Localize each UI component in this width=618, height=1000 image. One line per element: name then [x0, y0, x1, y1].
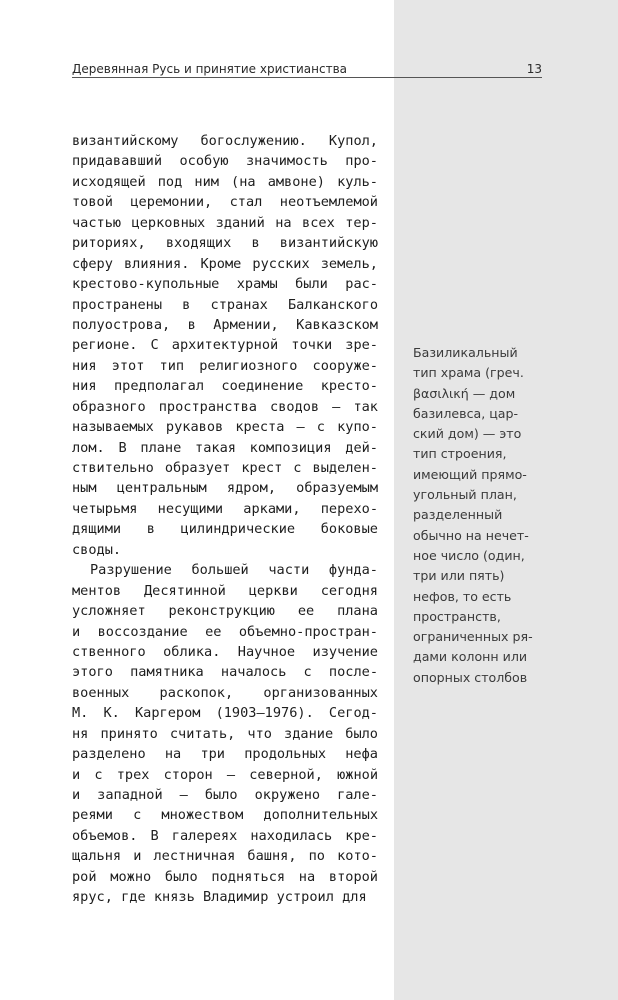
body-line: крестово-купольные храмы были рас-: [72, 276, 378, 293]
body-line: ментов Десятинной церкви сегодня: [72, 582, 378, 599]
body-line: называемых рукавов креста — с купо-: [72, 419, 378, 436]
body-line: сферу влияния. Кроме русских земель,: [72, 255, 378, 272]
body-line: военных раскопок, организованных: [72, 684, 378, 701]
sidenote-line: базилевса, цар-: [413, 405, 519, 421]
body-line: ным центральным ядром, образуемым: [72, 480, 378, 497]
body-line: регионе. С архитектурной точки зре-: [72, 337, 378, 354]
sidenote-line: нефов, то есть: [413, 588, 512, 604]
body-line: образного пространства сводов — так: [72, 398, 378, 415]
body-line: ния предполагал соединение кресто-: [72, 378, 378, 395]
sidenote-line: ное число (один,: [413, 547, 525, 563]
sidenote-line: тип храма (греч.: [413, 365, 524, 381]
sidenote-line: βασιλική — дом: [413, 385, 516, 401]
sidenote-line: угольный план,: [413, 487, 517, 503]
body-line: ственного облика. Научное изучение: [72, 643, 378, 660]
sidenote-line: три или пять): [413, 568, 505, 584]
body-line: и западной — было окружено гале-: [72, 787, 378, 803]
sidenote-line: разделенный: [413, 507, 503, 523]
header-rule: [72, 77, 542, 78]
body-line: этого памятника началось с после-: [72, 664, 378, 681]
body-line: реями с множеством дополнительных: [72, 807, 378, 824]
body-line: щальня и лестничная башня, по кото-: [72, 848, 378, 865]
body-line: риториях, входящих в византийскую: [72, 235, 378, 252]
body-line: и с трех сторон — северной, южной: [72, 766, 378, 783]
sidenote: [413, 343, 553, 688]
body-line: ярус, где князь Владимир устроил для: [72, 889, 367, 906]
sidenote-line: дами колонн или: [413, 649, 528, 665]
sidenote-line: ограниченных ря-: [413, 629, 533, 645]
body-line: дящими в цилиндрические боковые: [72, 521, 378, 538]
body-line: ния этот тип религиозного сооруже-: [72, 357, 378, 374]
body-line: пространены в странах Балканского: [72, 296, 378, 313]
sidenote-line: обычно на нечет-: [413, 527, 529, 543]
page-number: 13: [526, 62, 542, 76]
running-title: Деревянная Русь и принятие христианства: [72, 62, 347, 76]
body-line: Разрушение большей части фунда-: [90, 562, 378, 579]
body-line: своды.: [72, 541, 122, 558]
body-line: ня принято считать, что здание было: [72, 725, 378, 742]
sidenote-line: пространств,: [413, 608, 501, 624]
body-line: исходящей под ним (на амвоне) куль-: [72, 173, 378, 190]
body-line: и воссоздание ее объемно-простран-: [72, 623, 378, 640]
body-line: объемов. В галереях находилась кре-: [72, 827, 378, 844]
body-line: частью церковных зданий на всех тер-: [72, 214, 378, 231]
body-line: придававший особую значимость про-: [72, 153, 378, 170]
body-line: М. К. Каргером (1903–1976). Сегод-: [72, 705, 378, 722]
body-line: ствительно образует крест с выделен-: [72, 460, 378, 476]
sidenote-line: Базиликальный: [413, 345, 518, 360]
sidenote-line: имеющий прямо-: [413, 466, 527, 482]
running-header: [72, 60, 542, 78]
body-line: рой можно было подняться на второй: [72, 868, 378, 885]
body-line: товой церемонии, стал неотъемлемой: [72, 194, 378, 211]
body-line: разделено на три продольных нефа: [72, 746, 378, 763]
body-line: полуострова, в Армении, Кавказском: [72, 316, 378, 333]
body-line: лом. В плане такая композиция дей-: [72, 439, 378, 456]
sidenote-line: тип строения,: [413, 446, 507, 462]
main-text-column: [72, 131, 378, 908]
body-line: усложняет реконструкцию ее плана: [72, 603, 378, 620]
body-line: византийскому богослужению. Купол,: [72, 133, 378, 149]
body-line: четырьмя несущими арками, перехо-: [72, 500, 378, 517]
sidenote-line: ский дом) — это: [413, 426, 522, 442]
sidenote-line: опорных столбов: [413, 669, 528, 685]
